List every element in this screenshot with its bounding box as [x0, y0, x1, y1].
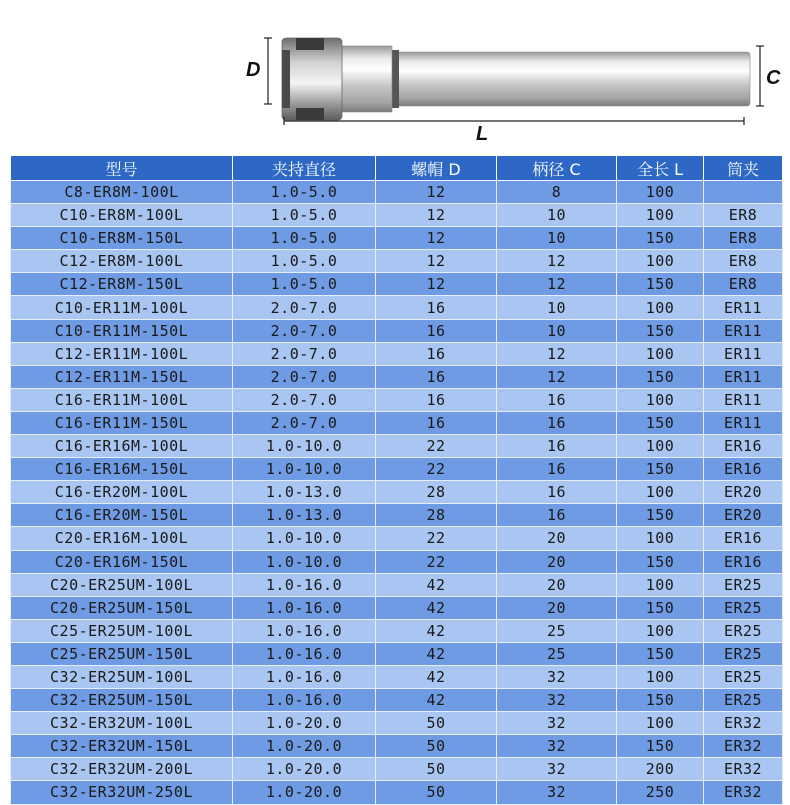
cell-nut-d: 42	[376, 596, 497, 619]
cell-nut-d: 22	[376, 435, 497, 458]
cell-nut-d: 28	[376, 481, 497, 504]
header-clamp-range: 夹持直径	[233, 156, 376, 181]
cell-collet: ER25	[704, 689, 783, 712]
cell-length-l: 100	[617, 619, 704, 642]
cell-clamp-range: 2.0-7.0	[233, 388, 376, 411]
cell-nut-d: 12	[376, 204, 497, 227]
cell-length-l: 100	[617, 181, 704, 204]
cell-shank-c: 10	[497, 227, 617, 250]
cell-length-l: 150	[617, 411, 704, 434]
cell-clamp-range: 1.0-16.0	[233, 573, 376, 596]
cell-length-l: 150	[617, 365, 704, 388]
cell-model: C12-ER8M-150L	[11, 273, 233, 296]
cell-shank-c: 10	[497, 319, 617, 342]
header-model: 型号	[11, 156, 233, 181]
table-row	[11, 435, 783, 458]
cell-model: C12-ER8M-100L	[11, 250, 233, 273]
cell-model: C25-ER25UM-100L	[11, 619, 233, 642]
cell-length-l: 150	[617, 689, 704, 712]
cell-collet: ER11	[704, 319, 783, 342]
cell-model: C32-ER25UM-100L	[11, 665, 233, 688]
cell-clamp-range: 2.0-7.0	[233, 411, 376, 434]
table-row	[11, 735, 783, 758]
cell-shank-c: 16	[497, 411, 617, 434]
cell-length-l: 100	[617, 435, 704, 458]
cell-collet: ER16	[704, 435, 783, 458]
table-row	[11, 458, 783, 481]
cell-clamp-range: 1.0-16.0	[233, 596, 376, 619]
cell-clamp-range: 1.0-10.0	[233, 527, 376, 550]
cell-collet: ER11	[704, 388, 783, 411]
cell-length-l: 100	[617, 481, 704, 504]
cell-shank-c: 20	[497, 527, 617, 550]
table-row	[11, 573, 783, 596]
cell-model: C16-ER11M-150L	[11, 411, 233, 434]
cell-collet: ER11	[704, 365, 783, 388]
table-row	[11, 550, 783, 573]
cell-nut-d: 12	[376, 273, 497, 296]
cell-collet: ER32	[704, 735, 783, 758]
cell-model: C16-ER20M-100L	[11, 481, 233, 504]
cell-collet: ER25	[704, 665, 783, 688]
cell-clamp-range: 1.0-5.0	[233, 250, 376, 273]
cell-nut-d: 16	[376, 296, 497, 319]
cell-collet: ER11	[704, 342, 783, 365]
table-row	[11, 642, 783, 665]
cell-model: C32-ER32UM-100L	[11, 712, 233, 735]
cell-clamp-range: 1.0-16.0	[233, 619, 376, 642]
dim-label-d: D	[246, 59, 261, 81]
cell-clamp-range: 1.0-13.0	[233, 504, 376, 527]
cell-shank-c: 16	[497, 481, 617, 504]
cell-clamp-range: 1.0-10.0	[233, 458, 376, 481]
cell-length-l: 250	[617, 781, 704, 804]
nut-slot-top	[296, 38, 324, 50]
table-row	[11, 342, 783, 365]
cell-length-l: 150	[617, 642, 704, 665]
cell-collet: ER11	[704, 411, 783, 434]
cell-length-l: 100	[617, 388, 704, 411]
table-row	[11, 227, 783, 250]
cell-clamp-range: 1.0-20.0	[233, 712, 376, 735]
cell-model: C16-ER20M-150L	[11, 504, 233, 527]
cell-shank-c: 16	[497, 388, 617, 411]
cell-shank-c: 20	[497, 550, 617, 573]
cell-shank-c: 32	[497, 665, 617, 688]
cell-model: C25-ER25UM-150L	[11, 642, 233, 665]
header-nut-d: 螺帽 D	[376, 156, 497, 181]
cell-length-l: 100	[617, 712, 704, 735]
collet-nut	[282, 38, 342, 120]
nut-face	[282, 50, 290, 108]
cell-collet: ER25	[704, 573, 783, 596]
cell-length-l: 100	[617, 250, 704, 273]
cell-collet: ER25	[704, 619, 783, 642]
cell-model: C32-ER32UM-250L	[11, 781, 233, 804]
cell-shank-c: 12	[497, 273, 617, 296]
cell-length-l: 100	[617, 296, 704, 319]
cell-clamp-range: 1.0-20.0	[233, 758, 376, 781]
cell-shank-c: 12	[497, 250, 617, 273]
dim-label-c: C	[766, 67, 781, 89]
cell-model: C20-ER25UM-100L	[11, 573, 233, 596]
cell-shank-c: 20	[497, 573, 617, 596]
cell-nut-d: 50	[376, 758, 497, 781]
cell-nut-d: 12	[376, 250, 497, 273]
cell-collet: ER8	[704, 250, 783, 273]
table-row	[11, 758, 783, 781]
cell-length-l: 100	[617, 573, 704, 596]
cell-collet: ER25	[704, 596, 783, 619]
cell-nut-d: 22	[376, 550, 497, 573]
cell-length-l: 200	[617, 758, 704, 781]
cell-collet: ER11	[704, 296, 783, 319]
cell-collet: ER32	[704, 781, 783, 804]
cell-model: C10-ER8M-150L	[11, 227, 233, 250]
cell-length-l: 150	[617, 273, 704, 296]
cell-collet: ER25	[704, 642, 783, 665]
cell-shank-c: 10	[497, 296, 617, 319]
table-header-row	[11, 156, 783, 181]
table-row	[11, 388, 783, 411]
table-row	[11, 689, 783, 712]
table-row	[11, 411, 783, 434]
cell-model: C20-ER25UM-150L	[11, 596, 233, 619]
cell-length-l: 150	[617, 227, 704, 250]
table-row	[11, 781, 783, 804]
cell-collet: ER8	[704, 227, 783, 250]
table-row	[11, 665, 783, 688]
table-row	[11, 296, 783, 319]
header-collet: 筒夹	[704, 156, 783, 181]
cell-clamp-range: 1.0-16.0	[233, 689, 376, 712]
table-row	[11, 250, 783, 273]
cell-nut-d: 50	[376, 712, 497, 735]
cell-model: C32-ER25UM-150L	[11, 689, 233, 712]
cell-clamp-range: 1.0-10.0	[233, 435, 376, 458]
cell-clamp-range: 1.0-5.0	[233, 273, 376, 296]
holder-body	[340, 46, 392, 112]
cell-length-l: 150	[617, 735, 704, 758]
cell-collet: ER16	[704, 458, 783, 481]
cell-clamp-range: 1.0-5.0	[233, 181, 376, 204]
cell-length-l: 100	[617, 665, 704, 688]
table-row	[11, 481, 783, 504]
cell-nut-d: 42	[376, 619, 497, 642]
table-row	[11, 504, 783, 527]
cell-nut-d: 16	[376, 388, 497, 411]
cell-model: C12-ER11M-100L	[11, 342, 233, 365]
cell-clamp-range: 1.0-16.0	[233, 665, 376, 688]
cell-shank-c: 32	[497, 781, 617, 804]
cell-clamp-range: 2.0-7.0	[233, 296, 376, 319]
cell-nut-d: 16	[376, 342, 497, 365]
nut-slot-bottom	[296, 108, 324, 120]
table-row	[11, 181, 783, 204]
table-row	[11, 619, 783, 642]
cell-clamp-range: 1.0-20.0	[233, 735, 376, 758]
cell-nut-d: 16	[376, 319, 497, 342]
cell-model: C20-ER16M-100L	[11, 527, 233, 550]
cell-clamp-range: 1.0-10.0	[233, 550, 376, 573]
cell-length-l: 100	[617, 342, 704, 365]
cell-model: C10-ER11M-150L	[11, 319, 233, 342]
spec-table	[10, 155, 783, 805]
cell-model: C10-ER11M-100L	[11, 296, 233, 319]
cell-clamp-range: 2.0-7.0	[233, 342, 376, 365]
cell-model: C12-ER11M-150L	[11, 365, 233, 388]
tool-holder-diagram	[0, 0, 790, 150]
cell-shank-c: 12	[497, 365, 617, 388]
table-row	[11, 204, 783, 227]
cell-nut-d: 50	[376, 781, 497, 804]
cell-length-l: 150	[617, 319, 704, 342]
cell-length-l: 150	[617, 458, 704, 481]
cell-shank-c: 20	[497, 596, 617, 619]
cell-collet: ER8	[704, 273, 783, 296]
cell-shank-c: 16	[497, 458, 617, 481]
cell-collet: ER16	[704, 550, 783, 573]
cell-nut-d: 12	[376, 227, 497, 250]
cell-nut-d: 28	[376, 504, 497, 527]
cell-clamp-range: 1.0-5.0	[233, 227, 376, 250]
cell-nut-d: 42	[376, 642, 497, 665]
table-row	[11, 712, 783, 735]
cell-shank-c: 32	[497, 712, 617, 735]
cell-model: C16-ER16M-150L	[11, 458, 233, 481]
cell-shank-c: 16	[497, 504, 617, 527]
cell-nut-d: 42	[376, 689, 497, 712]
cell-length-l: 150	[617, 550, 704, 573]
cell-nut-d: 16	[376, 365, 497, 388]
cell-clamp-range: 2.0-7.0	[233, 319, 376, 342]
cell-shank-c: 32	[497, 735, 617, 758]
table-row	[11, 365, 783, 388]
cell-model: C32-ER32UM-150L	[11, 735, 233, 758]
header-length-l: 全长 L	[617, 156, 704, 181]
cell-nut-d: 50	[376, 735, 497, 758]
cell-clamp-range: 1.0-5.0	[233, 204, 376, 227]
cell-nut-d: 42	[376, 665, 497, 688]
cell-collet: ER8	[704, 204, 783, 227]
cell-nut-d: 22	[376, 458, 497, 481]
cell-collet: ER20	[704, 481, 783, 504]
cell-model: C20-ER16M-150L	[11, 550, 233, 573]
table-row	[11, 273, 783, 296]
cell-model: C16-ER11M-100L	[11, 388, 233, 411]
cell-collet	[704, 181, 783, 204]
table-row	[11, 596, 783, 619]
cell-clamp-range: 1.0-20.0	[233, 781, 376, 804]
cell-shank-c: 8	[497, 181, 617, 204]
cell-collet: ER16	[704, 527, 783, 550]
cell-nut-d: 12	[376, 181, 497, 204]
cell-model: C8-ER8M-100L	[11, 181, 233, 204]
cell-length-l: 150	[617, 596, 704, 619]
cell-shank-c: 25	[497, 642, 617, 665]
cell-length-l: 100	[617, 204, 704, 227]
cell-clamp-range: 2.0-7.0	[233, 365, 376, 388]
header-shank-c: 柄径 C	[497, 156, 617, 181]
cell-length-l: 150	[617, 504, 704, 527]
cell-shank-c: 25	[497, 619, 617, 642]
cell-nut-d: 16	[376, 411, 497, 434]
cell-shank-c: 12	[497, 342, 617, 365]
cell-nut-d: 22	[376, 527, 497, 550]
cell-shank-c: 16	[497, 435, 617, 458]
table-row	[11, 527, 783, 550]
cell-model: C16-ER16M-100L	[11, 435, 233, 458]
shank	[392, 52, 750, 106]
cell-length-l: 100	[617, 527, 704, 550]
dim-label-l: L	[476, 123, 489, 145]
cell-nut-d: 42	[376, 573, 497, 596]
cell-shank-c: 32	[497, 758, 617, 781]
cell-collet: ER20	[704, 504, 783, 527]
cell-clamp-range: 1.0-13.0	[233, 481, 376, 504]
cell-shank-c: 32	[497, 689, 617, 712]
cell-collet: ER32	[704, 712, 783, 735]
cell-shank-c: 10	[497, 204, 617, 227]
table-row	[11, 319, 783, 342]
cell-collet: ER32	[704, 758, 783, 781]
cell-clamp-range: 1.0-16.0	[233, 642, 376, 665]
cell-model: C32-ER32UM-200L	[11, 758, 233, 781]
cell-model: C10-ER8M-100L	[11, 204, 233, 227]
